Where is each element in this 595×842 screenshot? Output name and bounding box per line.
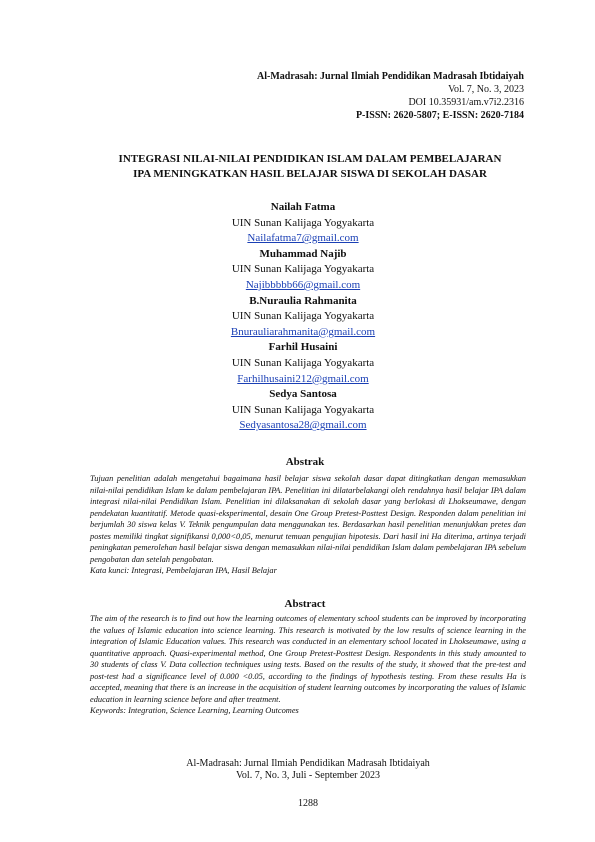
footer-journal-name: Al-Madrasah: Jurnal Ilmiah Pendidikan Madrasah Ibtidaiyah bbox=[186, 758, 430, 769]
author-email-link[interactable]: Bnurauliarahmanita@gmail.com bbox=[230, 325, 376, 338]
author-name: Muhammad Najib bbox=[259, 247, 347, 260]
abstract-body: The aim of the research is to find out how the learning outcomes of elementary school students can be improved by incorporating the values of Islamic education into science learning. This research is motivated by the low results of science learning in the integration of Islamic Education values. This research was conducted in an elementary school located in Lhokseumawe, using a quantitative approach. Quasi-experimental method, One Group Pretest-Posttest Design. Respondents in this study amounted to 30 students of class V. Data collection techniques using tests. Based on the results of the study, it showed that the pre-test and post-test had a significance level of 0.000 <0.05, according to the findings of hypothesis testing. From these results Ha is accepted, meaning that there is an increase in the acquisition of student learning outcomes by incorporating the values of Islamic education in learning science before and after treatment. bbox=[90, 614, 526, 704]
author-affiliation: UIN Sunan Kalijaga Yogyakarta bbox=[231, 310, 375, 323]
abstract-keywords: Keywords: Integration, Science Learning, Learning Outcomes bbox=[90, 706, 299, 715]
author-block bbox=[0, 200, 595, 247]
author-name: Nailah Fatma bbox=[270, 201, 336, 213]
author-affiliation: UIN Sunan Kalijaga Yogyakarta bbox=[231, 216, 375, 229]
footer-issue: Vol. 7, No. 3, Juli - September 2023 bbox=[236, 770, 380, 781]
abstrak-body: Tujuan penelitian adalah mengetahui bagaimana hasil belajar siswa sekolah dasar dapat ditingkatkan dengan memasukkan nilai-nilai pendidikan Islam ke dalam pembelajaran IPA. Penelitian ini dilatarbelakangi oleh rendahnya hasil belajar IPA dalam integrasi nilai-nilai Pendidikan Islam. Penelitian ini dilaksanakan di sekolah dasar yang berlokasi di Lhokseumawe, dengan pendekatan kuantitatif. Metode quasi-eksperimental, desain One Group Pretest-Posttest Design. Responden dalam penelitian ini berjumlah 30 siswa kelas V. Teknik pengumpulan data menggunakan tes. Berdasarkan hasil penelitian menunjukkan pretes dan postes memiliki tingkat signifikansi 0,000<0,05, menurut temuan pengujian hipotesis. Dari hasil ini Ha diterima, artinya terjadi peningkatan pemerolehan hasil belajar siswa dengan memasukkan nilai-nilai pendidikan Islam dalam pembelajaran IPA sebelum pengobatan dan setelah pengobatan. bbox=[90, 474, 526, 564]
author-email-link[interactable]: Sedyasantosa28@gmail.com bbox=[239, 419, 367, 432]
author-email-link[interactable]: Najibbbbb66@gmail.com bbox=[245, 278, 361, 291]
author-affiliation: UIN Sunan Kalijaga Yogyakarta bbox=[231, 356, 375, 369]
abstract-heading: Abstract bbox=[284, 598, 326, 610]
journal-issn: P-ISSN: 2620-5807; E-ISSN: 2620-7184 bbox=[355, 110, 524, 121]
author-name: Farhil Husaini bbox=[268, 341, 338, 354]
author-email-link[interactable]: Farhilhusaini212@gmail.com bbox=[237, 372, 369, 385]
abstract-section bbox=[90, 613, 526, 717]
journal-volume: Vol. 7, No. 3, 2023 bbox=[448, 84, 524, 95]
author-name: B.Nuraulia Rahmanita bbox=[249, 294, 357, 307]
abstrak-section bbox=[90, 473, 526, 577]
author-email-link[interactable]: Nailafatma7@gmail.com bbox=[247, 232, 359, 245]
paper-title-line-1: INTEGRASI NILAI-NILAI PENDIDIKAN ISLAM DALAM PEMBELAJARAN bbox=[118, 153, 502, 165]
author-block bbox=[0, 387, 595, 434]
author-affiliation: UIN Sunan Kalijaga Yogyakarta bbox=[231, 263, 375, 276]
page-number: 1288 bbox=[298, 798, 318, 809]
author-block bbox=[0, 340, 595, 387]
abstrak-keywords: Kata kunci: Integrasi, Pembelajaran IPA, Hasil Belajar bbox=[90, 566, 277, 575]
paper-title-line-2: IPA MENINGKATKAN HASIL BELAJAR SISWA DI SEKOLAH DASAR bbox=[133, 168, 487, 180]
journal-name: Al-Madrasah: Jurnal Ilmiah Pendidikan Madrasah Ibtidaiyah bbox=[257, 71, 524, 82]
abstrak-heading: Abstrak bbox=[285, 456, 325, 468]
author-name: Sedya Santosa bbox=[269, 388, 337, 401]
author-block bbox=[0, 294, 595, 341]
author-affiliation: UIN Sunan Kalijaga Yogyakarta bbox=[231, 403, 375, 416]
author-block bbox=[0, 247, 595, 294]
paper-title bbox=[80, 152, 540, 182]
journal-header bbox=[257, 70, 524, 122]
article-doi[interactable]: DOI 10.35931/am.v7i2.2316 bbox=[408, 97, 524, 108]
journal-footer bbox=[0, 758, 595, 782]
author-list bbox=[0, 200, 595, 434]
